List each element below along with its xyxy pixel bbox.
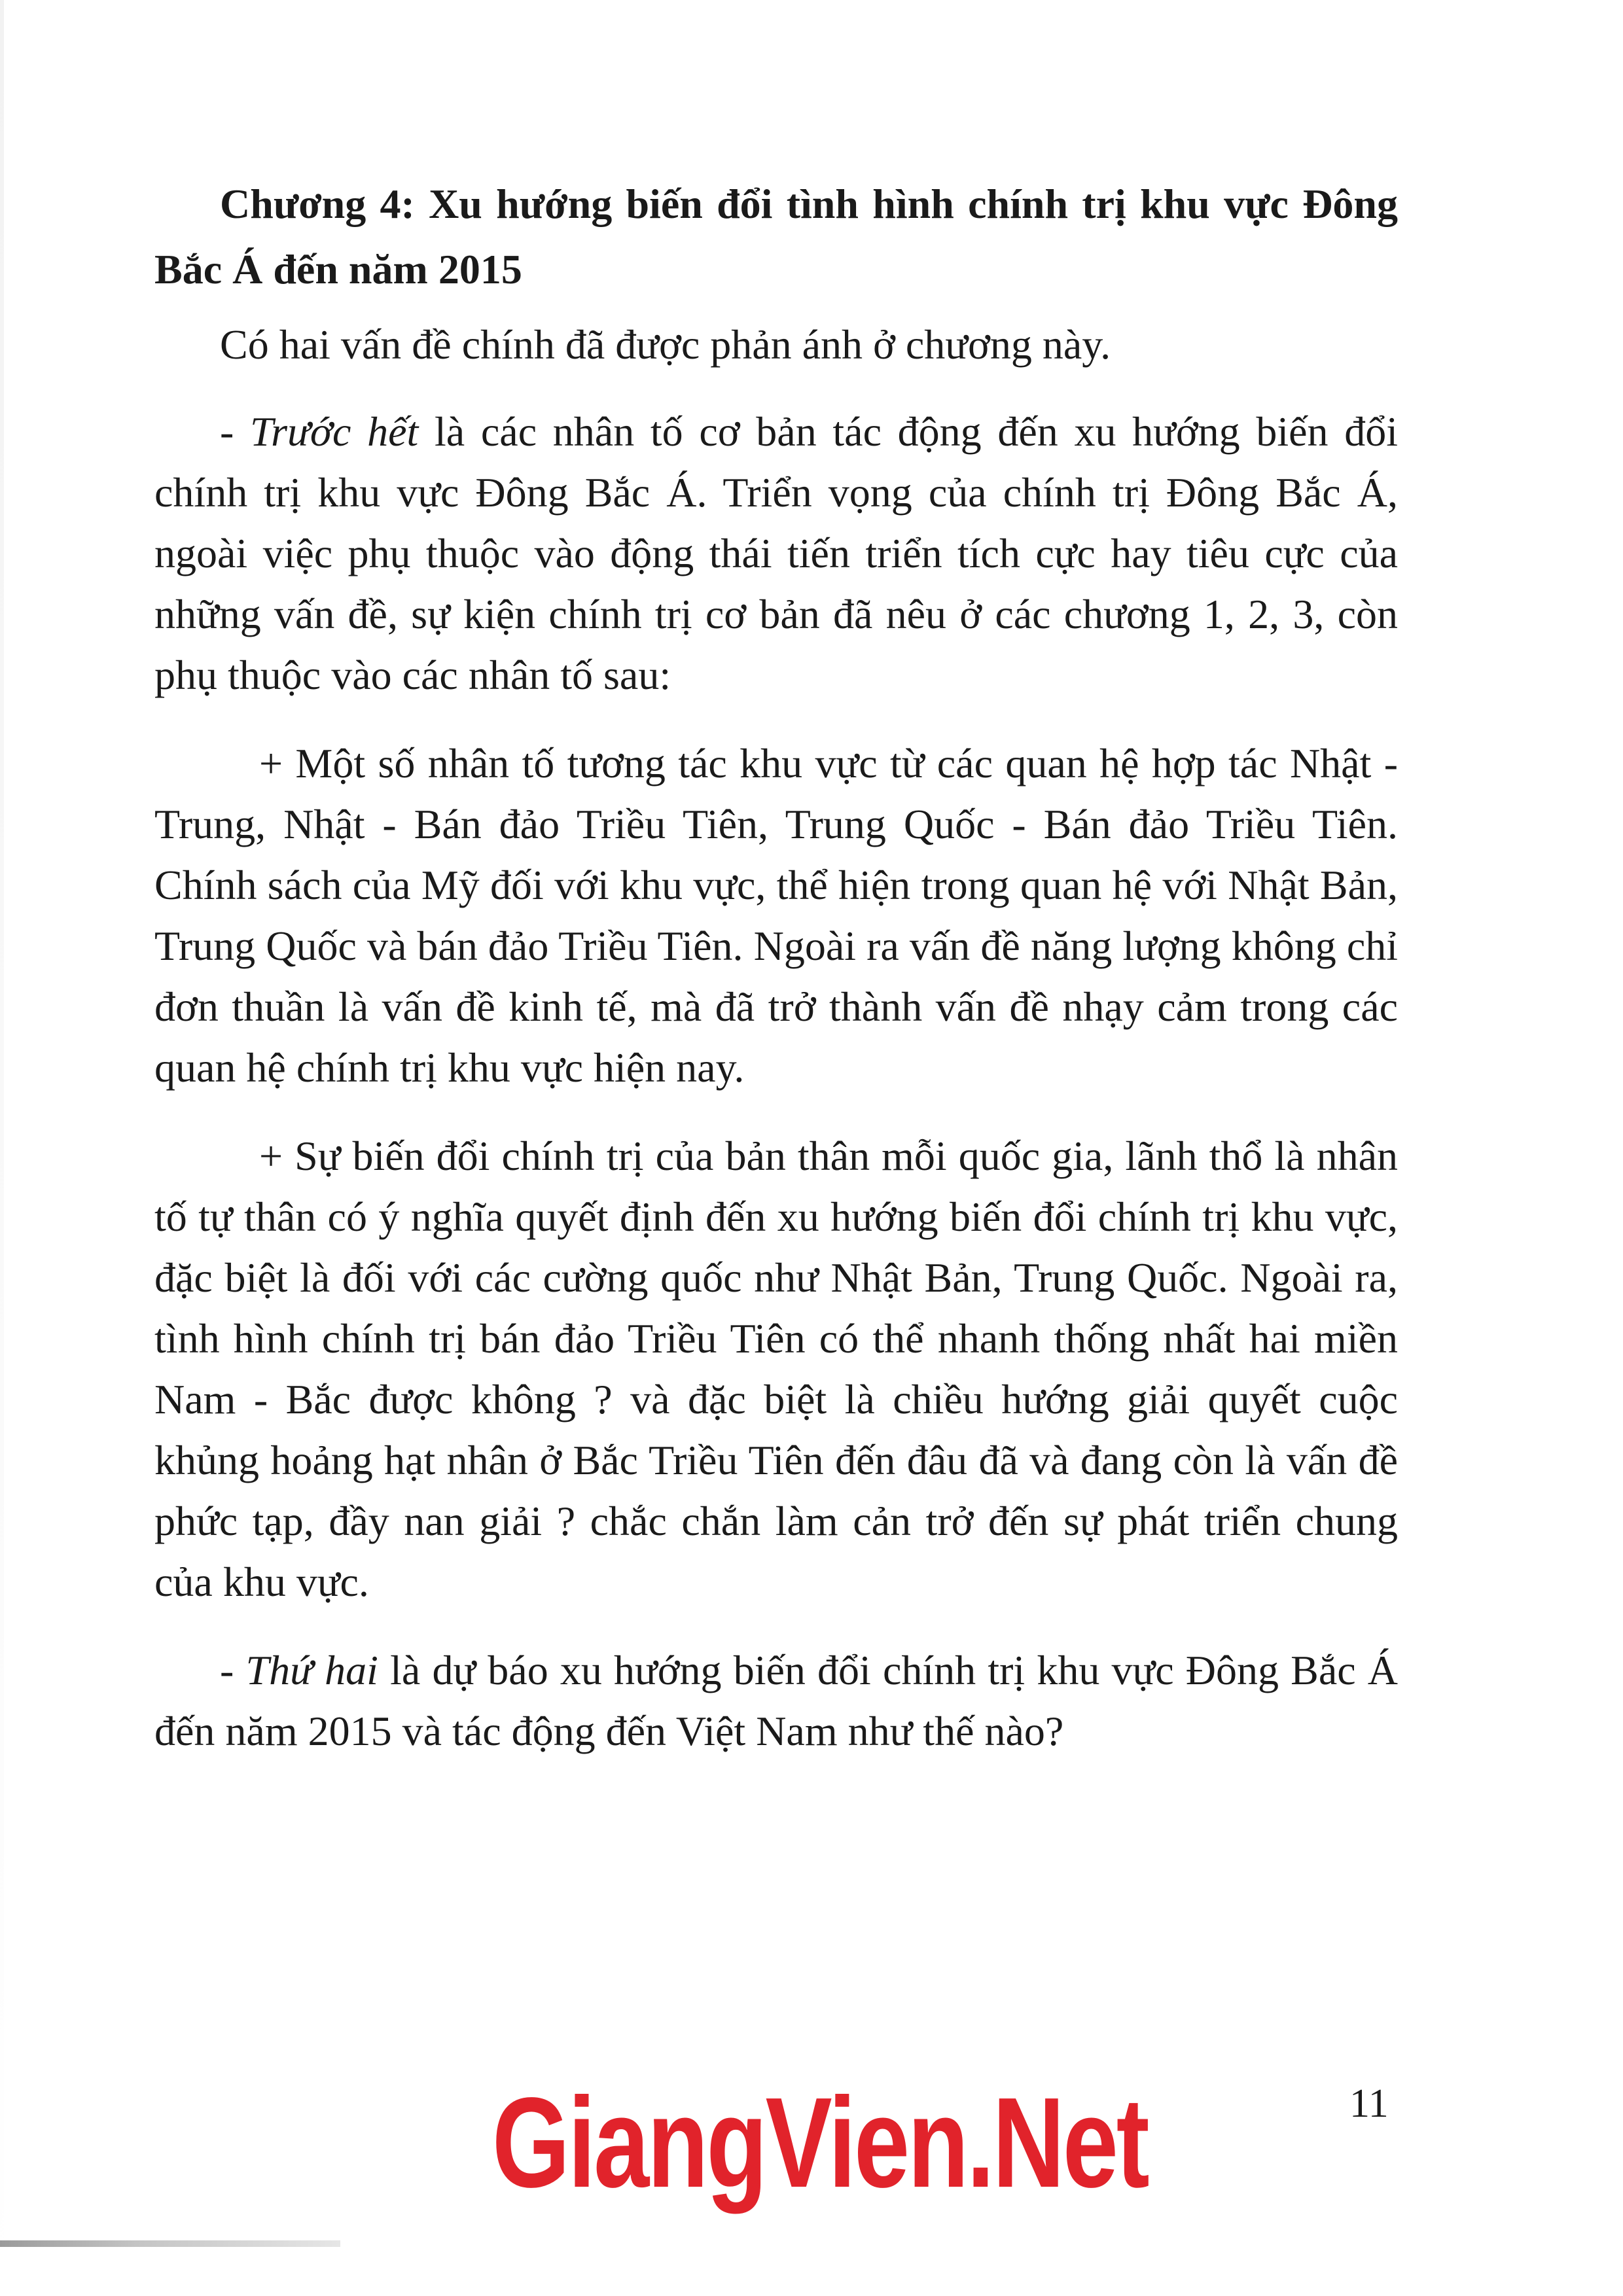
watermark-logo: GiangVien.Net bbox=[492, 2071, 1148, 2214]
scan-edge-shadow bbox=[0, 0, 4, 2296]
first-point-emphasis: Trước hết bbox=[250, 408, 419, 455]
first-point-text: là các nhân tố cơ bản tác động đến xu hướng biến đổi chính trị khu vực Đông Bắc Á. Triển vọng của chính trị Đông Bắc Á, ngoài việc phụ thuộc vào động thái tiến triển tích cực hay tiêu cực của những vấn đề, sự kiện chính trị cơ bản đã nêu ở các chương 1, 2, 3, còn phụ thuộc vào các nhân tố sau: bbox=[154, 408, 1398, 698]
first-point-dash: - bbox=[220, 408, 250, 455]
page-number: 11 bbox=[1349, 2081, 1389, 2126]
first-point-paragraph bbox=[154, 401, 1398, 705]
intro-paragraph: Có hai vấn đề chính đã được phản ánh ở chương này. bbox=[220, 321, 1111, 368]
bullet-paragraph-1: + Một số nhân tố tương tác khu vực từ các quan hệ hợp tác Nhật -Trung, Nhật - Bán đảo Triều Tiên, Trung Quốc - Bán đảo Triều Tiên. Chính sách của Mỹ đối với khu vực, thể hiện trong quan hệ với Nhật Bản, Trung Quốc và bán đảo Triều Tiên. Ngoài ra vấn đề năng lượng không chỉ đơn thuần là vấn đề kinh tế, mà đã trở thành vấn đề nhạy cảm trong các quan hệ chính trị khu vực hiện nay. bbox=[154, 740, 1398, 1091]
bullet-paragraph-2: + Sự biến đổi chính trị của bản thân mỗi quốc gia, lãnh thổ là nhân tố tự thân có ý nghĩa quyết định đến xu hướng biến đổi chính trị khu vực, đặc biệt là đối với các cường quốc như Nhật Bản, Trung Quốc. Ngoài ra, tình hình chính trị bán đảo Triều Tiên có thể nhanh thống nhất hai miền Nam - Bắc được không ? và đặc biệt là chiều hướng giải quyết cuộc khủng hoảng hạt nhân ở Bắc Triều Tiên đến đâu đã và đang còn là vấn đề phức tạp, đầy nan giải ? chắc chắn làm cản trở đến sự phát triển chung của khu vực. bbox=[154, 1133, 1398, 1605]
scan-bottom-strip bbox=[0, 2240, 340, 2247]
second-point-text: là dự báo xu hướng biến đổi chính trị khu vực Đông Bắc Á đến năm 2015 và tác động đến Việt Nam như thế nào? bbox=[154, 1647, 1399, 1754]
page-content bbox=[154, 171, 1398, 1789]
chapter-heading: Chương 4: Xu hướng biến đổi tình hình chính trị khu vực Đông Bắc Á đến năm 2015 bbox=[154, 181, 1398, 292]
second-point-paragraph bbox=[154, 1640, 1398, 1761]
second-point-emphasis: Thứ hai bbox=[245, 1647, 378, 1693]
second-point-dash: - bbox=[220, 1647, 246, 1693]
